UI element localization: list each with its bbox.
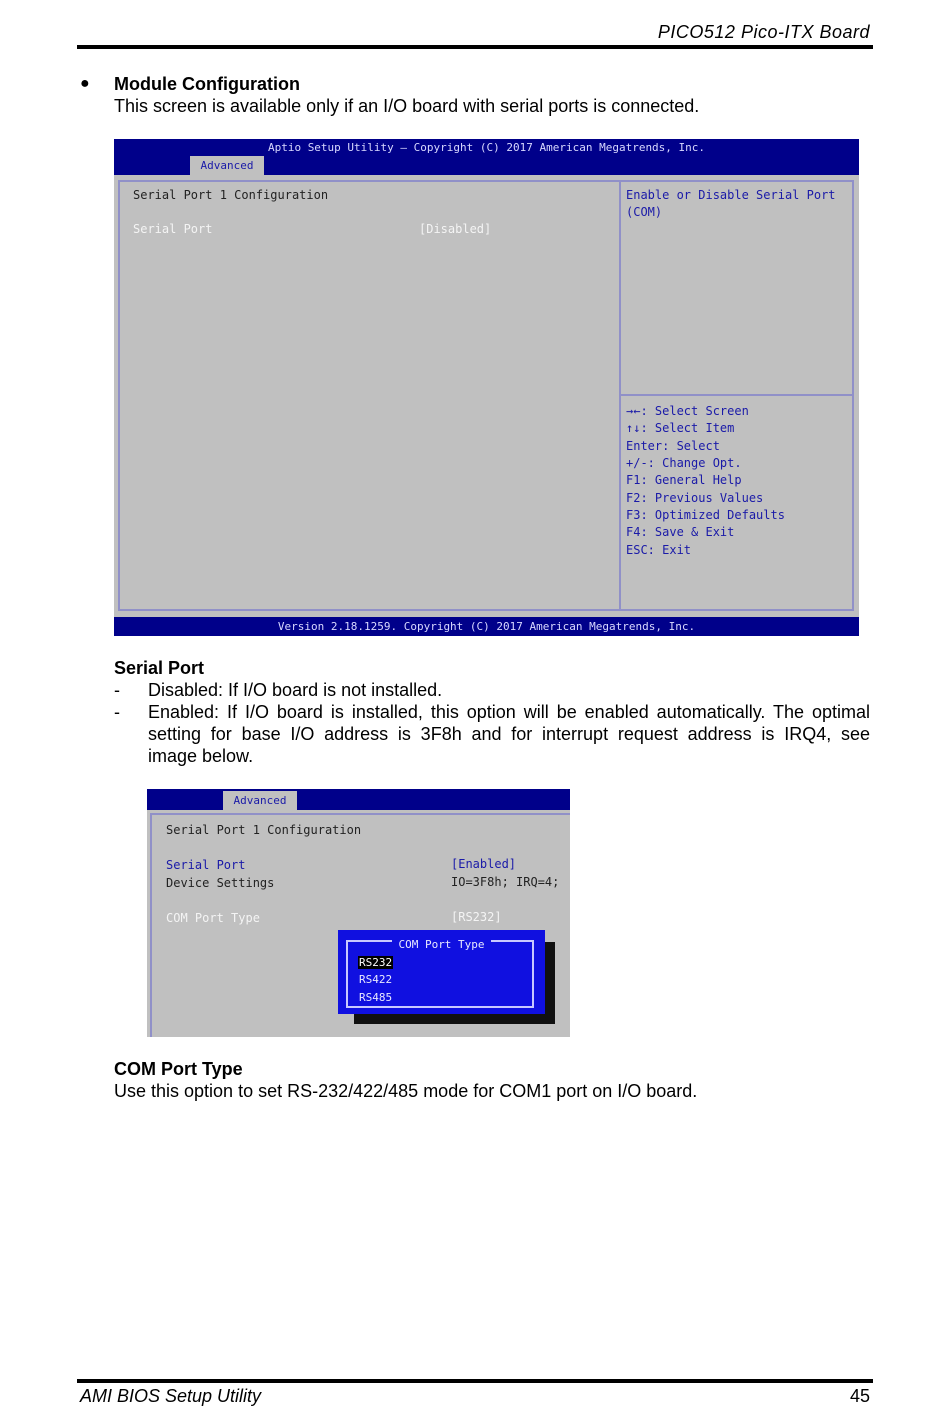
com-port-type-description: Use this option to set RS-232/422/485 mode for COM1 port on I/O board. (114, 1081, 698, 1101)
key-hint-enter: Enter: Select (626, 439, 720, 453)
footer-title: AMI BIOS Setup Utility (80, 1386, 262, 1406)
footer-rule (77, 1379, 873, 1383)
header-rule (77, 45, 873, 49)
bios-title: Aptio Setup Utility – Copyright (C) 2017 American Megatrends, Inc. (267, 141, 706, 154)
key-hint-change-opt: +/-: Change Opt. (626, 456, 742, 470)
device-settings-value: IO=3F8h; IRQ=4; (451, 875, 560, 889)
key-hint-f4: F4: Save & Exit (626, 525, 735, 539)
bios-divider-horizontal (619, 394, 854, 396)
help-text-line: (COM) (626, 205, 663, 219)
serial-port-heading: Serial Port (114, 658, 205, 678)
module-config-heading: Module Configuration (114, 74, 300, 94)
device-settings-label: Device Settings (166, 876, 275, 890)
com-port-type-value[interactable]: [RS232] (451, 910, 502, 924)
bios-version-footer: Version 2.18.1259. Copyright (C) 2017 American Megatrends, Inc. (114, 617, 859, 636)
key-hint-select-item: ↑↓: Select Item (626, 421, 735, 435)
key-hint-f1: F1: General Help (626, 473, 742, 487)
serial-port-value[interactable]: [Enabled] (451, 857, 517, 871)
list-dash: - (114, 702, 120, 722)
page-header-title: PICO512 Pico-ITX Board (657, 22, 870, 42)
tab-advanced[interactable]: Advanced (190, 156, 264, 175)
serial-port-option[interactable]: Serial Port (166, 858, 246, 872)
popup-title: COM Port Type (392, 938, 490, 951)
section-title: Serial Port 1 Configuration (166, 823, 362, 837)
page-number: 45 (849, 1386, 870, 1406)
bullet-icon: ● (80, 75, 90, 92)
bios-screenshot-module-config (114, 139, 859, 636)
section-title: Serial Port 1 Configuration (133, 188, 329, 202)
serial-port-enabled-text-2: setting for base I/O address is 3F8h and for interrupt request address is IRQ4, see (148, 724, 870, 744)
option-rs422[interactable]: RS422 (359, 973, 393, 986)
key-hint-select-screen: →←: Select Screen (626, 404, 749, 418)
com-port-type-popup (338, 930, 545, 1014)
serial-port-disabled-text: Disabled: If I/O board is not installed. (148, 680, 443, 700)
list-dash: - (114, 680, 120, 700)
module-config-description: This screen is available only if an I/O board with serial ports is connected. (114, 96, 700, 116)
bios-screenshot-com-port (147, 789, 570, 1037)
com-port-type-heading: COM Port Type (114, 1059, 243, 1079)
bios-title-bar (147, 789, 570, 810)
serial-port-value[interactable]: [Disabled] (419, 222, 492, 236)
option-rs485[interactable]: RS485 (359, 991, 393, 1004)
serial-port-enabled-text-1: Enabled: If I/O board is installed, this option will be enabled automatically. The optimal (148, 702, 870, 722)
key-hint-esc: ESC: Exit (626, 543, 692, 557)
serial-port-option[interactable]: Serial Port (133, 222, 213, 236)
option-rs232[interactable]: RS232 (359, 956, 393, 969)
key-hint-f2: F2: Previous Values (626, 491, 764, 505)
com-port-type-option[interactable]: COM Port Type (166, 911, 260, 925)
serial-port-enabled-text-3: image below. (148, 746, 254, 766)
key-hint-f3: F3: Optimized Defaults (626, 508, 785, 522)
help-text-line: Enable or Disable Serial Port (626, 188, 836, 202)
tab-advanced[interactable]: Advanced (223, 791, 297, 810)
